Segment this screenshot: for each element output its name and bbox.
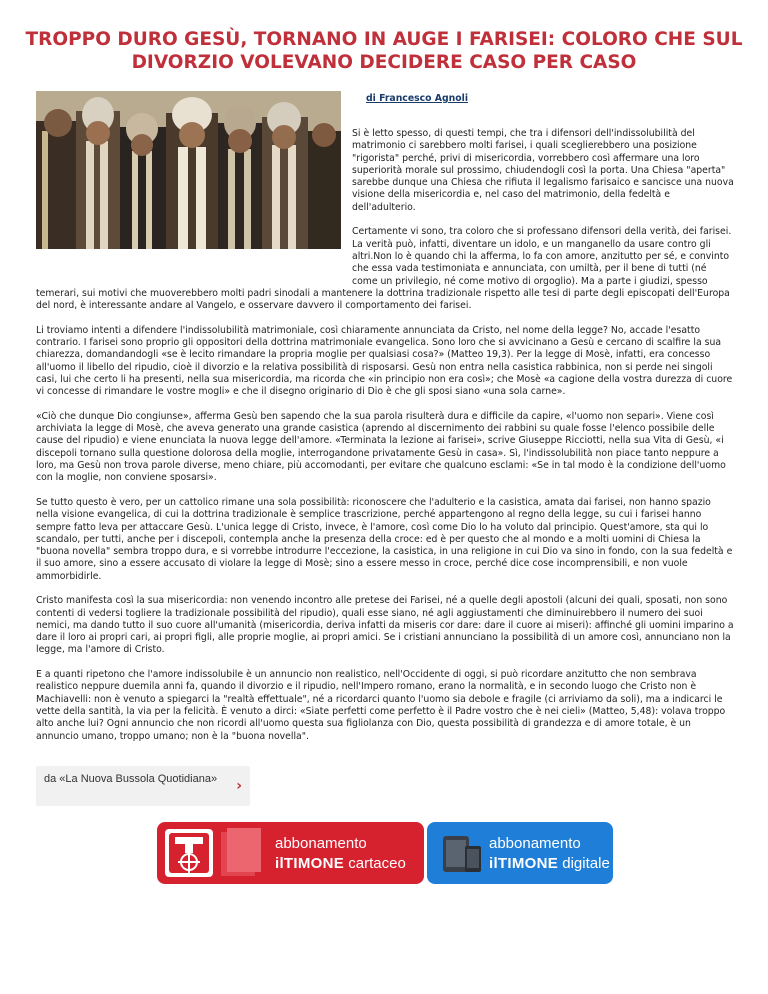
article-paragraph: Si è letto spesso, di questi tempi, che tra i difensori dell'indissolubilità del matrimonio ci sarebbero molti farisei, i quali sceglierebbero una posizione "rigorista" perché, privi di misericordia, vorrebbero così affermare una loro superiorità morale sul prossimo, chiudendogli così la porta. Una Chiesa "aperta" sarebbe dunque una Chiesa che rifiuta il legalismo farisaico e sancisce una nuova visione della misericordia e, nel caso del matrimonio, della fedeltà e dell'adulterio. xyxy=(352,128,734,213)
image-spacer xyxy=(36,128,352,284)
print-subscription-banner[interactable] xyxy=(157,822,424,884)
author-link[interactable]: di Francesco Agnoli xyxy=(366,93,469,104)
source-label: da «La Nuova Bussola Quotidiana» xyxy=(44,773,218,785)
article-paragraph: Se tutto questo è vero, per un cattolico rimane una sola possibilità: riconoscere che l'adulterio e la casistica, amata dai farisei, non hanno spazio nella visione evangelica, di cui la dottrina tradizionale è semplice trascrizione, perché appartengono al regno della legge, su cui i farisei hanno sempre fatto leva per attaccare Gesù. L'unica legge di Cristo, invece, è l'amore, così come Dio lo ha voluto dal principio. Quest'amore, sta qui lo scandalo, per tutti, anche per i discepoli, contempla anche la presenza della croce: ed è per questo che al mondo e a molti uomini di Chiesa la "buona novella" sembra troppo dura, e si vorrebbe introdurre l'eccezione, la casistica, in una religione in cui Dio va sino in fondo, con la sua fedeltà e il suo amore, sino a essere accusato di violare la legge di Mosè; sino a essere messo in croce, perché dice cose incomprensibili, e non vuole ammorbidirle. xyxy=(36,496,733,582)
digital-subscription-banner[interactable] xyxy=(427,822,613,884)
paper-stack-icon xyxy=(217,822,267,884)
print-banner-suffix: cartaceo xyxy=(348,855,406,872)
digital-banner-line2 xyxy=(489,855,610,872)
article-paragraph: Certamente vi sono, tra coloro che si professano difensori della verità, dei farisei. La verità può, infatti, diventare un idolo, e un manganello da usare contro gli altri.Non lo è quando chi la afferma, lo fa con amore, anzitutto per sé, e convinto che essa vada testimoniata e annunciata, con umiltà, per il bene di tutti (né come un privilegio, né come motivo di orgoglio). Ma a parte i giudizi, spesso temerari, sui motivi che muoverebbero molti padri sinodali a mantenere la dottrina tradizionale rispetto alle tesi di parte degli episcopati dell'Europa del nord, è interessante andare al Vangelo, e osservare davvero il comportamento dei farisei. xyxy=(36,226,732,312)
source-link-box[interactable] xyxy=(36,766,250,806)
article-paragraph: Li troviamo intenti a difendere l'indissolubilità matrimoniale, così chiaramente annunciata da Cristo, nel nome della legge? No, accade l'esatto contrario. I farisei sono proprio gli oppositori della dottrina matrimoniale evangelica. Sono loro che si avvicinano a Gesù e cercano di scalfire la sua chiarezza, domandandogli «se è lecito rimandare la propria moglie per qualsiasi cosa?» (Matteo 19,3). Per la legge di Mosè, infatti, era concesso all'uomo il libello del ripudio, cioè il divorzio e la relativa possibilità di risposarsi. Gesù non entra nella casistica rabbinica, non si perde nei singoli casi, lui che certo li ha presenti, nella sua misericordia, ma ricorda che «in principio non era così»; che Mosè «a cagione della vostra durezza di cuore vi concesse di rimandare le vostre mogli» e che il disegno originario di Dio è che gli sposi siano «una sola carne». xyxy=(36,324,733,398)
chevron-right-icon: › xyxy=(236,778,242,794)
digital-banner-suffix: digitale xyxy=(562,855,610,872)
article-title: TROPPO DURO GESÙ, TORNANO IN AUGE I FARISEI: COLORO CHE SUL DIVORZIO VOLEVANO DECIDERE CASO PER CASO xyxy=(25,29,743,73)
digital-banner-line1: abbonamento xyxy=(489,835,581,852)
article-body xyxy=(36,128,734,755)
article-paragraph: Cristo manifesta così la sua misericordia: non venendo incontro alle pretese dei Farisei, né a quelle degli apostoli (alcuni dei quali, sposati, non sono contenti di vedersi togliere la tradizionale possibilità del ripudio), quali esse siano, né agli aggiustamenti che diminuirebbero il numero dei suoi nemici, ma dando tutto il suo cuore all'umanità (misericordia, deriva infatti da miseris cor dare: dare il cuore ai miseri): affinché gli uomini imparino a dare il loro ai propri cari, ai propri figli, alle proprie moglie, ai propri amici. Se i cristiani annunciano la possibilità di un amore così, annunciano non la legge, ma l'amore di Cristo. xyxy=(36,595,734,656)
timone-logo-icon xyxy=(165,829,213,877)
print-banner-line1: abbonamento xyxy=(275,835,367,852)
article-paragraph: «Ciò che dunque Dio congiunse», afferma Gesù ben sapendo che la sua parola risulterà dura e difficile da capire, «l'uomo non separi». Viene così archiviata la legge di Mosè, che aveva generato una grande casistica (aprendo al discernimento dei rabbini su quale fosse l'elenco possibile delle cause del ripudio) e viene enunciata la nuova legge dell'amore. «Terminata la lezione ai farisei», scrive Giuseppe Ricciotti, nella sua Vita di Gesù, «i discepoli tornano sulla questione dolorosa della moglie, interrogandone privatamente Gesù in casa». Sì, l'indissolubilità non piace tanto neppure a loro, ma Gesù non trova parole diverse, meno chiare, più accomodanti, per evitare che qualcuno esclami: «Se in tal modo è la condizione dell'uomo con la moglie, non conviene sposarsi». xyxy=(36,410,726,484)
digital-banner-brand: ilTIMONE xyxy=(489,855,559,872)
tablet-phone-icon xyxy=(441,832,485,876)
article-paragraph: E a quanti ripetono che l'amore indissolubile è un annuncio non realistico, nell'Occidente di oggi, si può ricordare anzitutto che non sembrava realistico neppure duemila anni fa, quando il divorzio e il ripudio, nell'Impero romano, erano la normalità, e in secondo luogo che Cristo non è Machiavelli: non è venuto a spiegarci la "realtà effettuale", né a ricordarci quanto l'uomo sia debole e fragile (ci arriviamo da soli), ma a indicarci le vette della santità, la via per la felicità. È venuto a dirci: «Siate perfetti come perfetto è il Padre vostro che è nei cieli» (Matteo, 5,48): volava troppo alto anche lui? Ogni annuncio che non ricordi all'uomo questa sua figliolanza con Dio, questa possibilità di grandezza e di amore totale, è un annuncio umano, troppo umano; non è la "buona novella". xyxy=(36,669,726,742)
print-banner-brand: ilTIMONE xyxy=(275,855,345,872)
print-banner-line2 xyxy=(275,855,406,872)
